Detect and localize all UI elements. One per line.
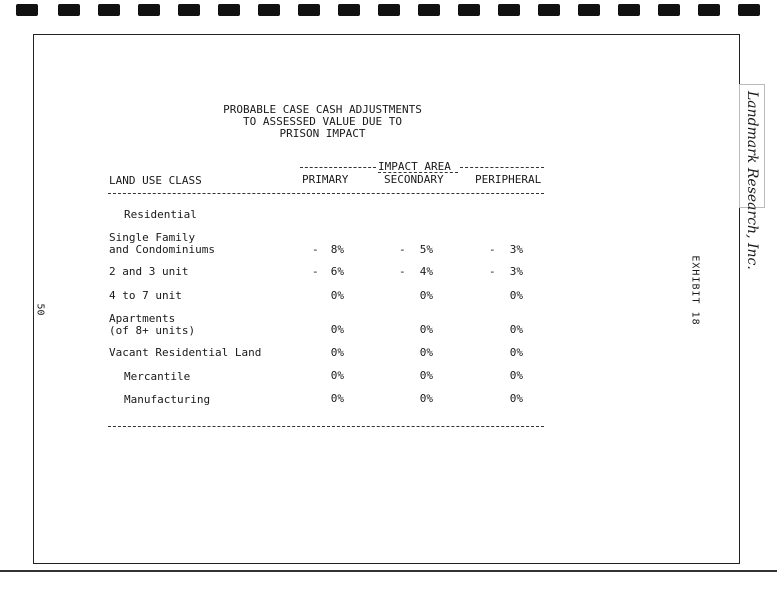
document-title: PROBABLE CASE CASH ADJUSTMENTS TO ASSESSED VALUE DUE TO PRISON IMPACT [223,103,422,140]
header-dash-left [300,167,376,168]
land-use-class-header: LAND USE CLASS [109,174,202,187]
peripheral-header: PERIPHERAL [475,173,542,186]
binding-hole [498,4,520,16]
secondary-header: SECONDARY [384,173,444,186]
binding-hole [16,4,38,16]
binding-hole [578,4,600,16]
cell-peripheral: 0% [509,289,523,302]
binding-hole [378,4,400,16]
binding-hole [138,4,160,16]
exhibit-label: EXHIBIT 18 [689,255,701,326]
impact-area-header: IMPACT AREA [378,160,451,173]
binding-hole [178,4,200,16]
cell-primary: 0% [330,392,344,405]
row-label-manufacturing: Manufacturing [124,393,211,406]
company-logo: Landmark Research, Inc. [739,84,765,208]
cell-secondary: 0% [419,323,433,336]
header-rule [108,193,544,194]
binding-hole [98,4,120,16]
minus-sign: - [399,265,406,278]
minus-sign: - [489,265,496,278]
cell-peripheral: 0% [509,346,523,359]
row-label-vacant-land: Vacant Residential Land [109,346,262,359]
cell-secondary: 0% [419,369,433,382]
binding-hole [338,4,360,16]
minus-sign: - [312,243,319,256]
minus-sign: - [489,243,496,256]
binding-hole [698,4,720,16]
row-label-4-7-unit: 4 to 7 unit [109,289,182,302]
binding-hole [258,4,280,16]
cell-peripheral: 0% [509,392,523,405]
cell-primary: 8% [330,243,344,256]
binding-hole [658,4,680,16]
binding-hole [738,4,760,16]
cell-secondary: 5% [419,243,433,256]
cell-peripheral: 3% [509,265,523,278]
cell-peripheral: 0% [509,323,523,336]
binding-hole [218,4,240,16]
binding-hole [458,4,480,16]
page-number: 50 [34,303,46,316]
page-bottom-edge [0,570,777,572]
cell-peripheral: 3% [509,243,523,256]
cell-secondary: 4% [419,265,433,278]
footer-rule [108,426,544,427]
cell-secondary: 0% [419,392,433,405]
cell-primary: 0% [330,346,344,359]
cell-primary: 0% [330,289,344,302]
cell-secondary: 0% [419,289,433,302]
row-label-apartments: Apartments (of 8+ units) [109,312,196,337]
row-label-residential: Residential [124,208,197,221]
binding-hole [418,4,440,16]
cell-primary: 6% [330,265,344,278]
cell-secondary: 0% [419,346,433,359]
minus-sign: - [312,265,319,278]
binding-hole [58,4,80,16]
header-dash-right [460,167,544,168]
primary-header: PRIMARY [302,173,349,186]
cell-peripheral: 0% [509,369,523,382]
minus-sign: - [399,243,406,256]
binding-hole [538,4,560,16]
row-label-single-family: Single Family and Condominiums [109,231,215,256]
binding-holes [0,4,777,18]
binding-hole [298,4,320,16]
cell-primary: 0% [330,369,344,382]
row-label-mercantile: Mercantile [124,370,191,383]
binding-hole [618,4,640,16]
cell-primary: 0% [330,323,344,336]
row-label-2-3-unit: 2 and 3 unit [109,265,189,278]
